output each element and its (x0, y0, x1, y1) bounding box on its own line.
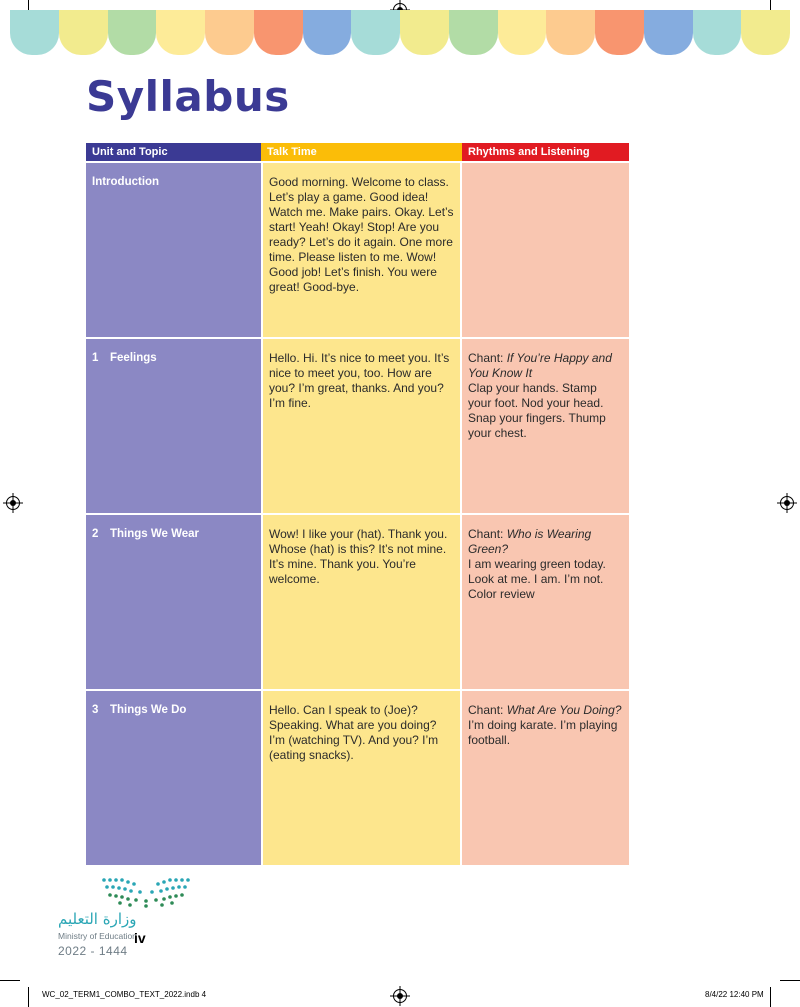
banner-scallop (156, 10, 205, 55)
chant-title: Who is Wearing Green? (468, 527, 592, 556)
header-unit-and-topic: Unit and Topic (86, 143, 261, 161)
rhythm-text: I’m doing karate. I’m playing football. (468, 718, 618, 747)
ministry-name-english: Ministry of Education (58, 931, 137, 941)
rhythms-cell (462, 339, 629, 513)
banner-scallop (254, 10, 303, 55)
table-header (86, 143, 629, 161)
ministry-of-education-logo (58, 874, 198, 964)
chant-label: Chant: (468, 703, 507, 717)
unit-topic: Things We Wear (110, 528, 200, 540)
table-row (86, 161, 629, 337)
rhythm-text: Clap your hands. Stamp your foot. Nod your head. Snap your fingers. Thump your chest. (468, 381, 606, 440)
registration-mark-icon (6, 496, 20, 510)
header-talk-time: Talk Time (261, 143, 462, 161)
talk-time-cell: Good morning. Welcome to class. Let’s play a game. Good idea! Watch me. Make pairs. Okay. Let’s start! Yeah! Okay! Stop! Are you ready? Let’s do it again. One more time. Please listen to me. Wow! Good job! Let’s finish. You were great! Good-bye. (261, 163, 462, 337)
scalloped-banner (10, 10, 790, 55)
crop-mark (780, 980, 800, 981)
rhythms-cell (462, 515, 629, 689)
chant-label: Chant: (468, 351, 507, 365)
banner-scallop (498, 10, 547, 55)
banner-scallop (449, 10, 498, 55)
unit-topic: Feelings (110, 352, 157, 364)
banner-scallop (693, 10, 742, 55)
print-slug-file: WC_02_TERM1_COMBO_TEXT_2022.indb 4 (42, 990, 207, 999)
unit-topic-cell (86, 163, 261, 337)
chant-title: What Are You Doing? (506, 703, 622, 717)
banner-scallop (205, 10, 254, 55)
unit-number: 1 (92, 352, 99, 364)
chant-title: If You’re Happy and You Know It (468, 351, 612, 380)
talk-time-cell: Hello. Can I speak to (Joe)? Speaking. What are you doing? I’m (watching TV). And you? I’m (eating snacks). (261, 691, 462, 865)
banner-scallop (351, 10, 400, 55)
banner-scallop (400, 10, 449, 55)
table-row (86, 689, 629, 865)
banner-scallop (108, 10, 157, 55)
print-slug-date: 8/4/22 12:40 PM (705, 990, 764, 999)
table-row (86, 337, 629, 513)
crop-mark (28, 987, 29, 1007)
table-row (86, 513, 629, 689)
talk-time-cell: Wow! I like your (hat). Thank you. Whose (hat) is this? It’s not mine. It’s mine. Thank you. You’re welcome. (261, 515, 462, 689)
banner-scallop (10, 10, 59, 55)
banner-scallop (59, 10, 108, 55)
banner-scallop (546, 10, 595, 55)
unit-number: 2 (92, 528, 99, 540)
registration-mark-icon (393, 989, 407, 1003)
rhythms-cell (462, 691, 629, 865)
crop-mark (0, 980, 20, 981)
unit-topic: Introduction (92, 176, 160, 188)
unit-topic-cell (86, 339, 261, 513)
banner-scallop (741, 10, 790, 55)
page-title: Syllabus (86, 72, 290, 121)
page-number: iv (134, 930, 146, 946)
ministry-year: 2022 - 1444 (58, 944, 128, 958)
unit-topic-cell (86, 691, 261, 865)
chant-label: Chant: (468, 527, 507, 541)
header-rhythms-and-listening: Rhythms and Listening (462, 143, 629, 161)
ministry-name-arabic: وزارة التعليم (58, 910, 137, 928)
rhythm-text: I am wearing green today. Look at me. I am. I’m not. Color review (468, 557, 606, 601)
talk-time-cell: Hello. Hi. It’s nice to meet you. It’s nice to meet you, too. How are you? I’m great, thanks. And you? I’m fine. (261, 339, 462, 513)
rhythms-cell (462, 163, 629, 337)
banner-scallop (595, 10, 644, 55)
registration-mark-icon (780, 496, 794, 510)
banner-scallop (303, 10, 352, 55)
syllabus-table (86, 143, 629, 865)
ministry-logo-dots-icon (100, 874, 192, 908)
unit-number: 3 (92, 704, 99, 716)
unit-topic-cell (86, 515, 261, 689)
crop-mark (770, 987, 771, 1007)
unit-topic: Things We Do (110, 704, 187, 716)
banner-scallop (644, 10, 693, 55)
